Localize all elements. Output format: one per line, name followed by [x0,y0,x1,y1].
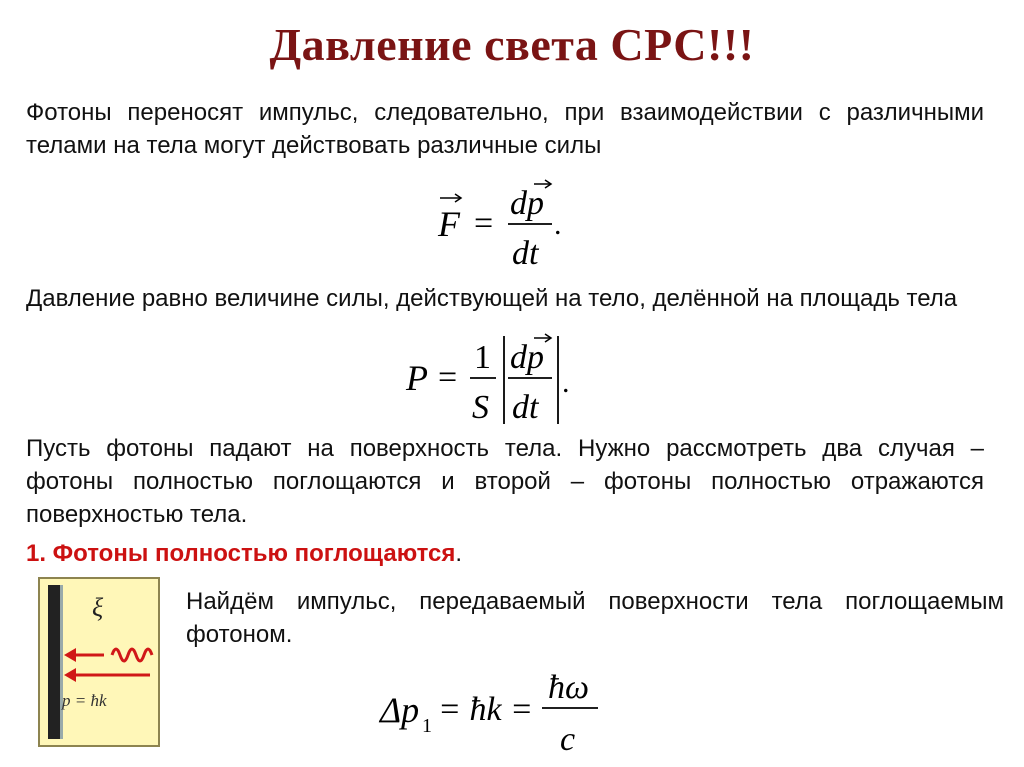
formula-momentum-num: ħω [548,669,590,706]
formula-momentum-eq: = ħk = [438,691,533,728]
case-1-dot: . [455,540,463,567]
formula-force-end: . [554,208,562,241]
xi-label: ξ [92,593,104,622]
paragraph-intro: Фотоны переносят импульс, следовательно, при взаимодействии с различными телами на тела могут действовать различные силы [26,99,984,159]
formula-pressure-end: . [562,366,570,399]
photon-wave-arrow-icon [60,637,160,685]
formula-momentum [376,662,616,762]
slide-title: Давление света СРС!!! [269,19,755,70]
photon-absorption-figure [38,577,160,747]
formula-pressure-lhs: P [406,358,428,398]
case-1-heading [26,540,462,568]
formula-force-num: dp [510,185,544,222]
formula-momentum-sub: 1 [422,715,432,737]
formula-pressure-num1: 1 [474,339,491,376]
paragraph-pressure: Давление равно величине силы, действующей на тело, делённой на площадь тела [26,285,958,312]
paragraph-momentum: Найдём импульс, передаваемый поверхности тела поглощаемым фотоном. [186,588,1004,648]
momentum-label: p = ħk [62,691,107,710]
formula-force-lhs: F [438,204,460,244]
paragraph-cases: Пусть фотоны падают на поверхность тела. Нужно рассмотреть два случая – фотоны полностью поглощаются и второй – фотоны полностью отражаются поверхностью тела. [26,435,984,528]
case-1-label: 1. Фотоны полностью поглощаются [26,540,456,567]
formula-pressure-num2: dp [510,339,544,376]
formula-force [430,176,600,272]
formula-pressure-den1: S [472,389,489,426]
formula-pressure-eq: = [438,359,458,396]
formula-force-eq: = [474,205,494,242]
formula-momentum-den: c [560,721,576,758]
formula-force-den: dt [512,235,539,272]
formula-pressure-den2: dt [512,389,539,426]
formula-momentum-lhs: Δp [380,690,420,730]
formula-pressure [400,330,600,430]
